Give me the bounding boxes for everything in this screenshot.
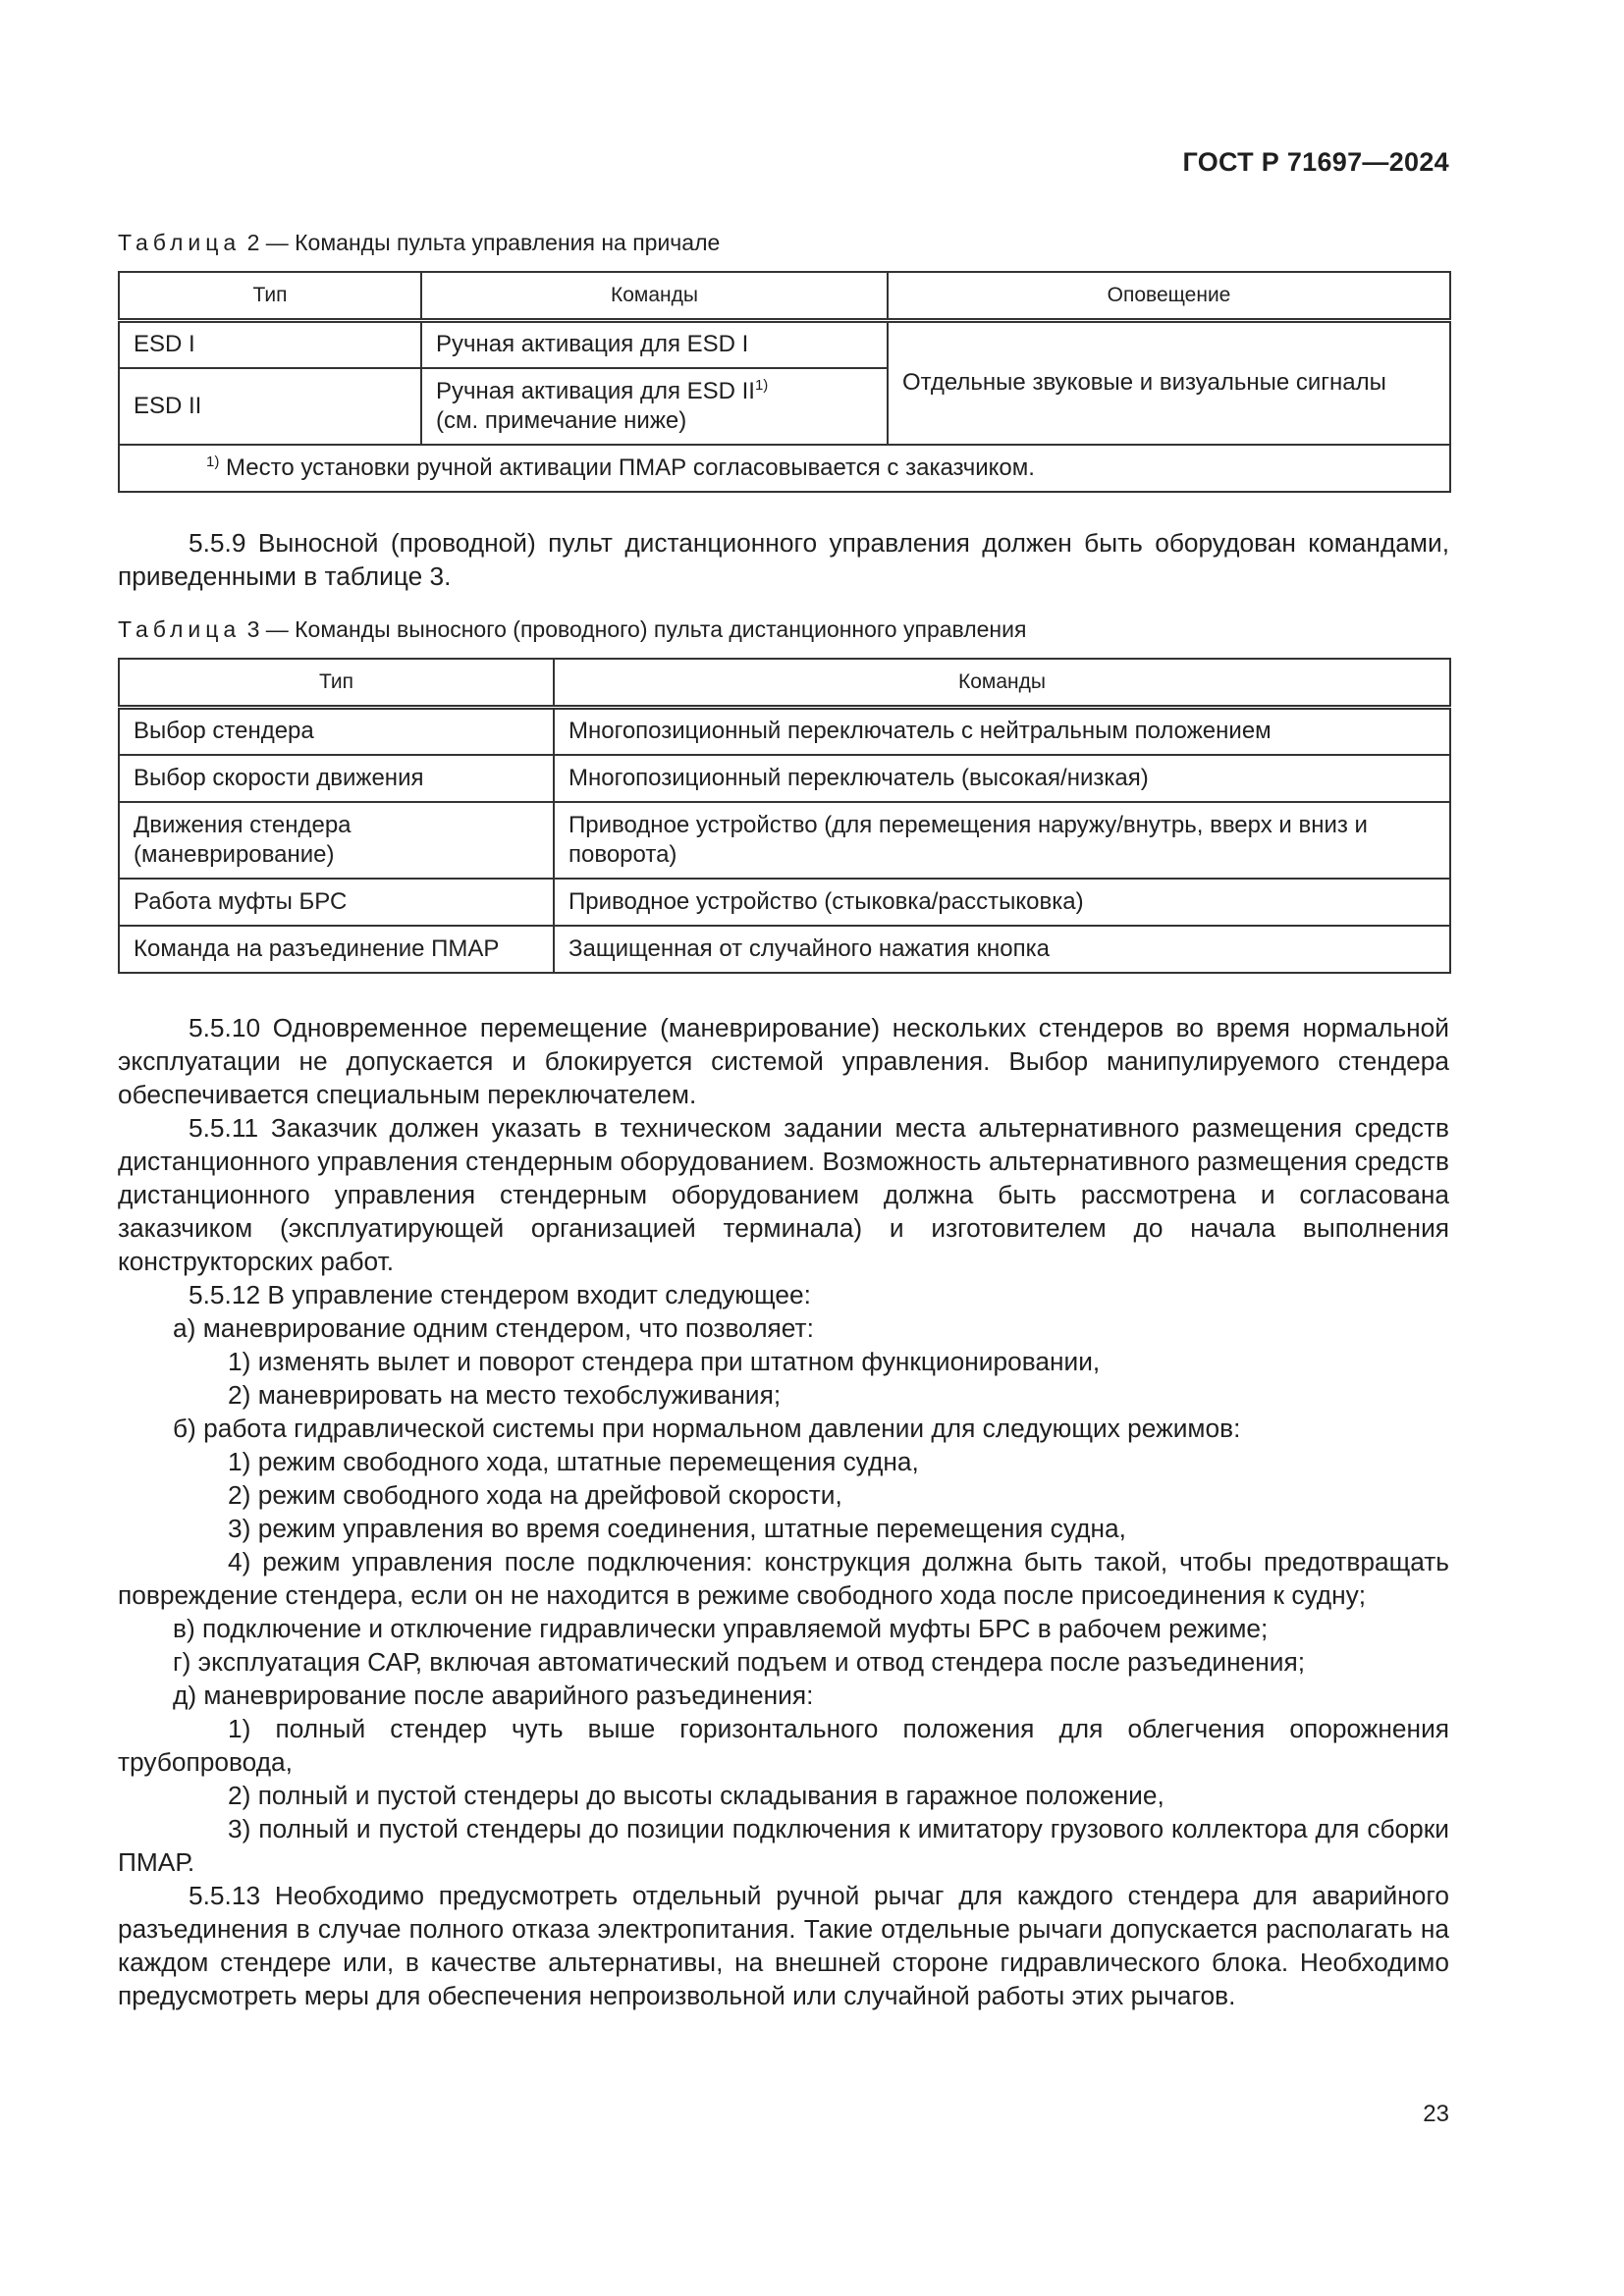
list-item: 4) режим управления после подключения: конструкция должна быть такой, чтобы предотвращать повреждение стендера, если он не находится в режиме свободного хода после присоединения к судну;	[118, 1547, 1449, 1610]
table2-cell-type: ESD I	[119, 321, 421, 368]
table-row	[119, 321, 1450, 368]
list-item: б) работа гидравлической системы при нормальном давлении для следующих режимов:	[173, 1414, 1241, 1443]
table3-cell-command: Многопозиционный переключатель (высокая/низкая)	[554, 755, 1450, 802]
table2-cell-command	[421, 368, 888, 445]
table2-caption	[118, 230, 720, 256]
list-item: 1) полный стендер чуть выше горизонтального положения для облегчения опорожнения трубопровода,	[118, 1714, 1449, 1777]
table3-cell-command: Приводное устройство (для перемещения наружу/внутрь, вверх и вниз и поворота)	[554, 802, 1450, 879]
table3-header-commands: Команды	[554, 659, 1450, 708]
list-item: 1) изменять вылет и поворот стендера при штатном функционировании,	[228, 1347, 1101, 1376]
table3-header-type: Тип	[119, 659, 554, 708]
table-row	[119, 879, 1450, 926]
table-row	[119, 755, 1450, 802]
table3-cell-type: Выбор стендера	[119, 708, 554, 755]
list-item: 2) полный и пустой стендеры до высоты складывания в гаражное положение,	[228, 1781, 1164, 1810]
table2-cell-type: ESD II	[119, 368, 421, 445]
list-item: 3) полный и пустой стендеры до позиции подключения к имитатору грузового коллектора для сборки ПМАР.	[118, 1814, 1449, 1877]
table-row	[119, 802, 1450, 879]
table-row	[119, 926, 1450, 973]
paragraph-text: 5.5.9 Выносной (проводной) пульт дистанционного управления должен быть оборудован командами, приведенными в таблице 3.	[118, 528, 1449, 591]
body-text	[118, 1011, 1449, 2012]
list-item: 2) маневрировать на место техобслуживания;	[228, 1380, 782, 1410]
table2-footnote	[119, 445, 1450, 492]
table3-cell-command: Многопозиционный переключатель с нейтральным положением	[554, 708, 1450, 755]
table2	[118, 271, 1451, 493]
standard-number: ГОСТ Р 71697—2024	[1182, 147, 1449, 177]
table3-caption	[118, 616, 1026, 643]
list-item: г) эксплуатация САР, включая автоматический подъем и отвод стендера после разъединения;	[173, 1647, 1306, 1677]
table3-caption-word: Таблица	[118, 616, 242, 642]
table2-caption-title: 2 — Команды пульта управления на причале	[241, 230, 721, 255]
paragraph-5-5-9	[118, 526, 1449, 593]
table2-cell-command: Ручная активация для ESD I	[421, 321, 888, 368]
table-row	[119, 708, 1450, 755]
table3-cell-type: Работа муфты БРС	[119, 879, 554, 926]
table3-cell-command: Приводное устройство (стыковка/расстыковка)	[554, 879, 1450, 926]
table2-header-row	[119, 272, 1450, 321]
table3	[118, 658, 1451, 974]
table3-cell-type: Выбор скорости движения	[119, 755, 554, 802]
table2-cell-alert: Отдельные звуковые и визуальные сигналы	[888, 321, 1450, 445]
table2-header-commands: Команды	[421, 272, 888, 321]
table2-footnote-row	[119, 445, 1450, 492]
footnote-mark: 1)	[754, 376, 769, 394]
table2-cell-command-line1: Ручная активация для ESD II	[436, 377, 755, 404]
table2-caption-word: Таблица	[118, 230, 242, 255]
table2-header-type: Тип	[119, 272, 421, 321]
table3-caption-title: 3 — Команды выносного (проводного) пульта дистанционного управления	[241, 616, 1027, 642]
table2-header-alert: Оповещение	[888, 272, 1450, 321]
list-item: 3) режим управления во время соединения, штатные перемещения судна,	[228, 1514, 1126, 1543]
page-number: 23	[1423, 2101, 1449, 2127]
list-item: а) маневрирование одним стендером, что позволяет:	[173, 1313, 814, 1343]
paragraph-5-5-10: 5.5.10 Одновременное перемещение (маневрирование) нескольких стендеров во время нормальной эксплуатации не допускается и блокируется системой управления. Выбор манипулируемого стендера обеспечивается специальным переключателем.	[118, 1013, 1449, 1109]
list-item: в) подключение и отключение гидравлически управляемой муфты БРС в рабочем режиме;	[173, 1614, 1269, 1643]
list-item: 1) режим свободного хода, штатные перемещения судна,	[228, 1447, 919, 1476]
table3-cell-type: Движения стендера (маневрирование)	[119, 802, 554, 879]
table3-cell-type: Команда на разъединение ПМАР	[119, 926, 554, 973]
list-item: д) маневрирование после аварийного разъединения:	[173, 1681, 814, 1710]
paragraph-5-5-12: 5.5.12 В управление стендером входит следующее:	[189, 1280, 811, 1309]
paragraph-5-5-11: 5.5.11 Заказчик должен указать в техническом задании места альтернативного размещения средств дистанционного управления стендерным оборудованием. Возможность альтернативного размещения средств дистанционного управления стендерным оборудованием должна быть рассмотрена и согласована заказчиком (эксплуатирующей организацией терминала) и изготовителем до начала выполнения конструкторских работ.	[118, 1113, 1449, 1276]
paragraph-5-5-13: 5.5.13 Необходимо предусмотреть отдельный ручной рычаг для каждого стендера для аварийного разъединения в случае полного отказа электропитания. Такие отдельные рычаги допускается располагать на каждом стендере или, в качестве альтернативы, на внешней стороне гидравлического блока. Необходимо предусмотреть меры для обеспечения непроизвольной или случайной работы этих рычагов.	[118, 1881, 1449, 2010]
list-item: 2) режим свободного хода на дрейфовой скорости,	[228, 1480, 842, 1510]
table2-cell-command-line2: (см. примечание ниже)	[436, 406, 687, 434]
footnote-mark: 1)	[206, 453, 220, 470]
table3-cell-command: Защищенная от случайного нажатия кнопка	[554, 926, 1450, 973]
footnote-text: Место установки ручной активации ПМАР согласовывается с заказчиком.	[219, 454, 1035, 481]
table3-header-row	[119, 659, 1450, 708]
